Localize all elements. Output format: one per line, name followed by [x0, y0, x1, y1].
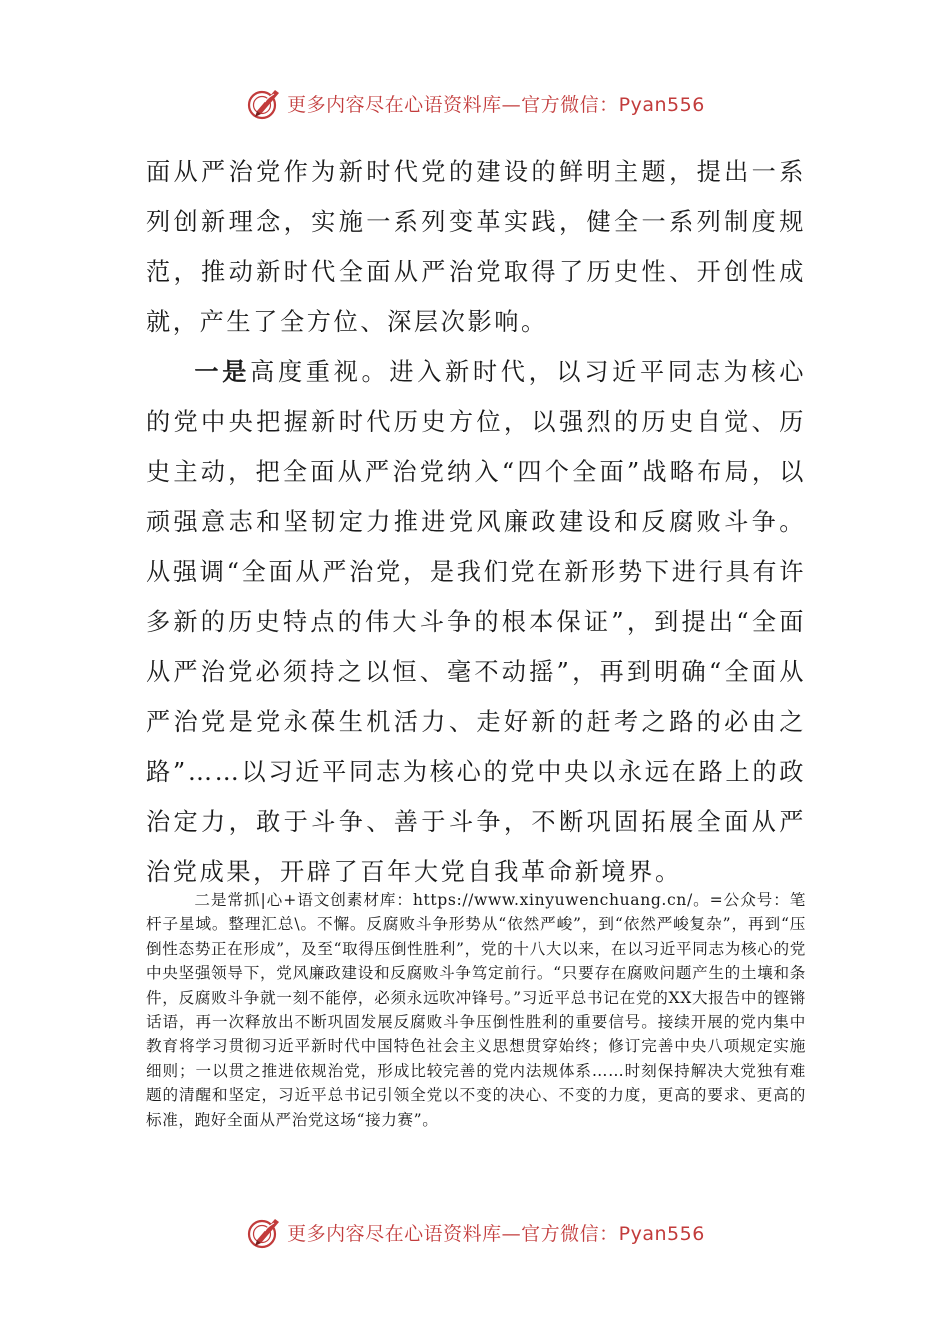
paragraph-1: 面从严治党作为新时代党的建设的鲜明主题，提出一系列创新理念，实施一系列变革实践，健全一系列制度规范，推动新时代全面从严治党取得了历史性、开创性成就，产生了全方位、深层次影响。 — [146, 158, 806, 336]
paragraph-2-body: 高度重视。进入新时代，以习近平同志为核心的党中央把握新时代历史方位，以强烈的历史自觉、历史主动，把全面从严治党纳入“四个全面”战略布局，以顽强意志和坚韧定力推进党风廉政建设和反腐败斗争。从强调“全面从严治党，是我们党在新形势下进行具有许多新的历史特点的伟大斗争的根本保证”，到提出“全面从严治党必须持之以恒、毫不动摇”，再到明确“全面从严治党是党永葆生机活力、走好新的赶考之路的必由之路”……以习近平同志为核心的党中央以永远在路上的政治定力，敢于斗争、善于斗争，不断巩固拓展全面从严治党成果，开辟了百年大党自我革命新境界。 — [146, 358, 806, 886]
banner-text: 更多内容尽在心语资料库—官方微信：Pyan556 — [287, 1222, 705, 1245]
wechat-id: Pyan556 — [618, 93, 705, 116]
paragraph-3: 二是常抓|心+语文创素材库：https://www.xinyuwenchuang.cn/。=公众号：笔杆子星域。整理汇总\。不懈。反腐败斗争形势从“依然严峻”，到“依然严峻复杂”，再到“压倒性态势正在形成”，及至“取得压倒性胜利”，党的十八大以来，在以习近平同志为核心的党中央坚强领导下，党风廉政建设和反腐败斗争笃定前行。“只要存在腐败问题产生的土壤和条件，反腐败斗争就一刻不能停，必须永远吹冲锋号。”习近平总书记在党的XX大报告中的铿锵话语，再一次释放出不断巩固发展反腐败斗争压倒性胜利的重要信号。接续开展的党内集中教育将学习贯彻习近平新时代中国特色社会主义思想贯穿始终；修订完善中央八项规定实施细则；一以贯之推进依规治党，形成比较完善的党内法规体系……时刻保持解决大党独有难题的清醒和坚定，习近平总书记引领全党以不变的决心、不变的力度，更高的要求、更高的标准，跑好全面从严治党这场“接力赛”。 — [146, 891, 806, 1129]
pen-circle-logo-icon — [245, 84, 283, 122]
wechat-id: Pyan556 — [618, 1222, 705, 1245]
banner-text: 更多内容尽在心语资料库—官方微信：Pyan556 — [287, 93, 705, 116]
footer-banner — [0, 1212, 950, 1252]
paragraph-2-lead: 一是 — [194, 357, 251, 386]
pen-circle-logo-icon — [245, 1213, 283, 1251]
paragraph-2 — [146, 347, 806, 897]
main-body-text — [146, 147, 806, 897]
header-banner — [0, 83, 950, 123]
small-body-text — [146, 888, 806, 1132]
